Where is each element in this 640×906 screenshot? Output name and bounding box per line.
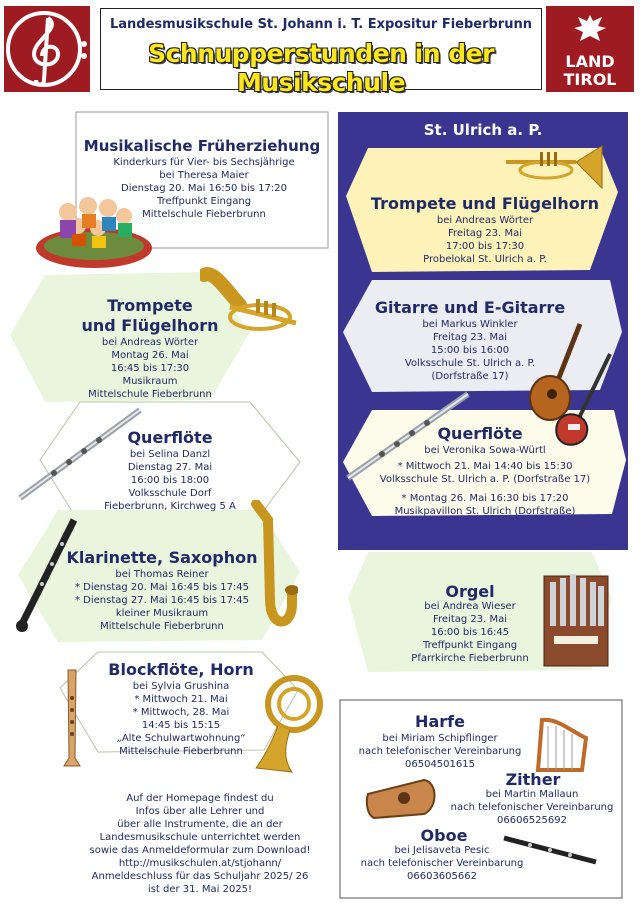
trompete-right-line: Probelokal St. Ulrich a. P. <box>423 254 547 265</box>
land-label: LAND <box>565 52 615 71</box>
flute-icon <box>342 388 474 484</box>
frueh-line: Treffpunkt Eingang <box>156 196 252 207</box>
blockfloete-line: bei Sylvia Grushina <box>132 681 230 692</box>
banner-title: Schnupperstunden in der Musikschule <box>148 39 494 97</box>
trompete-left-line: Montag 26. Mai <box>111 350 189 361</box>
querfloete-right-title: Querflöte <box>437 424 523 443</box>
harfe-line: bei Miriam Schipflinger <box>382 733 498 744</box>
harfe-title: Harfe <box>415 712 465 731</box>
orgel-title: Orgel <box>445 582 495 601</box>
oboe-phone[interactable]: 06603605662 <box>407 871 477 882</box>
info-line: über alle Instrumente, die an der <box>117 819 283 830</box>
blockfloete-line: * Mittwoch, 28. Mai <box>132 707 230 718</box>
land-tirol-logo <box>546 6 634 92</box>
klarinette-title: Klarinette, Saxophon <box>66 548 258 567</box>
school-name: Landesmusikschule St. Johann i. T. Expositur Fieberbrunn <box>110 17 532 32</box>
querfloete-right-line: Volksschule St. Ulrich a. P. (Dorfstraße 17) <box>379 474 591 485</box>
tirol-eagle-icon <box>572 12 608 46</box>
frueh-line: Kinderkurs für Vier- bis Sechsjährige <box>113 157 295 168</box>
trumpet-icon <box>502 138 614 196</box>
trompete-left-line: Musikraum <box>122 376 178 387</box>
zither-details <box>440 788 624 827</box>
trompete-right-line: bei Andreas Wörter <box>436 215 534 226</box>
header <box>0 0 640 100</box>
flute-icon <box>14 404 146 504</box>
trompete-left-line: bei Andreas Wörter <box>101 337 199 348</box>
orgel-line: Treffpunkt Eingang <box>422 640 518 651</box>
gitarre-line: bei Markus Winkler <box>422 319 518 330</box>
klarinette-line: bei Thomas Reiner <box>115 569 209 580</box>
orgel-details <box>380 600 560 665</box>
frueh-line: Mittelschule Fieberbrunn <box>142 209 266 220</box>
info-line: Anmeldeschluss für das Schuljahr 2025/ 26 <box>91 871 309 882</box>
st-ulrich-title: St. Ulrich a. P. <box>423 121 543 139</box>
querfloete-left-line: Volksschule Dorf <box>128 488 212 499</box>
clarinet-icon <box>12 514 82 634</box>
trompete-right-line: Freitag 23. Mai <box>447 228 523 239</box>
tirol-label: TIROL <box>563 70 617 89</box>
info-line: Auf der Homepage findest du <box>126 793 274 804</box>
orgel-line: Pfarrkirche Fieberbrunn <box>411 653 529 664</box>
trompete-left-details <box>60 336 240 401</box>
frueh-title: Musikalische Früherziehung <box>83 137 321 155</box>
gitarre-line: 15:00 bis 16:00 <box>430 345 510 356</box>
zither-line: nach telefonischer Vereinbarung <box>450 802 614 813</box>
zither-title: Zither <box>505 770 561 789</box>
blockfloete-line: Mittelschule Fieberbrunn <box>119 746 243 757</box>
harfe-phone[interactable]: 06504501615 <box>405 759 475 770</box>
french-horn-icon <box>252 668 328 780</box>
info-line: sowie das Anmeldeformular zum Download! <box>89 845 311 856</box>
gitarre-line: Freitag 23. Mai <box>432 332 508 343</box>
querfloete-right-line: * Montag 26. Mai 16:30 bis 17:20 <box>401 493 569 504</box>
organ-icon <box>540 566 612 670</box>
children-group-icon <box>32 190 157 272</box>
gitarre-line: (Dorfstraße 17) <box>431 371 509 382</box>
oboe-icon <box>500 832 602 868</box>
trompete-left-line: 16:45 bis 17:30 <box>110 363 190 374</box>
info-line: Landesmusikschule unterrichtet werden <box>99 832 301 843</box>
saxophone-icon <box>248 500 298 640</box>
trompete-left-line: Mittelschule Fieberbrunn <box>88 389 212 400</box>
harfe-line: nach telefonischer Vereinbarung <box>358 746 522 757</box>
info-line: Infos über alle Lehrer und <box>135 806 265 817</box>
klarinette-line: kleiner Musikraum <box>115 608 209 619</box>
zither-phone[interactable]: 06606525692 <box>497 815 567 826</box>
querfloete-left-line: Fieberbrunn, Kirchweg 5 A <box>104 501 236 512</box>
trompete-left-title2: und Flügelhorn <box>81 316 219 335</box>
orgel-line: bei Andrea Wieser <box>424 601 516 612</box>
orgel-line: Freitag 23. Mai <box>432 614 508 625</box>
querfloete-right-line: Musikpavillon St. Ulrich (Dorfstraße) <box>394 506 576 517</box>
homepage-link[interactable]: http://musikschulen.at/stjohann/ <box>118 858 282 869</box>
orgel-line: 16:00 bis 16:45 <box>430 627 510 638</box>
harfe-details <box>350 732 530 771</box>
blockfloete-line: „Alte Schulwartwohnung“ <box>116 733 246 744</box>
info-text <box>70 792 330 896</box>
frueh-line: Dienstag 20. Mai 16:50 bis 17:20 <box>121 183 287 194</box>
treble-clef-logo-icon <box>4 6 90 92</box>
querfloete-right-line: bei Veronika Sowa-Würtl <box>424 445 546 456</box>
zither-icon <box>364 774 440 824</box>
blockfloete-title: Blockflöte, Horn <box>108 660 254 679</box>
klarinette-line: Mittelschule Fieberbrunn <box>100 621 224 632</box>
trompete-right-line: 17:00 bis 17:30 <box>445 241 525 252</box>
oboe-line: nach telefonischer Vereinbarung <box>360 858 524 869</box>
harp-icon <box>532 716 592 772</box>
trompete-right-details <box>360 214 610 266</box>
klarinette-details <box>52 568 272 633</box>
klarinette-line: * Dienstag 27. Mai 16:45 bis 17:45 <box>74 595 250 606</box>
gitarre-line: Volksschule St. Ulrich a. P. <box>404 358 536 369</box>
oboe-title: Oboe <box>420 826 468 845</box>
querfloete-left-line: 16:00 bis 18:00 <box>130 475 210 486</box>
querfloete-right-line: * Mittwoch 21. Mai 14:40 bis 15:30 <box>397 461 573 472</box>
klarinette-line: * Dienstag 20. Mai 16:45 bis 17:45 <box>74 582 250 593</box>
querfloete-left-line: Dienstag 27. Mai <box>127 462 213 473</box>
blockfloete-line: * Mittwoch 21. Mai <box>134 694 228 705</box>
trompete-right-title: Trompete und Flügelhorn <box>370 194 600 213</box>
trompete-left-title1: Trompete <box>107 296 193 315</box>
gitarre-title: Gitarre und E-Gitarre <box>374 298 566 317</box>
info-line: ist der 31. Mai 2025! <box>147 884 253 895</box>
querfloete-left-line: bei Selina Danzl <box>129 449 211 460</box>
zither-line: bei Martin Mallaun <box>485 789 579 800</box>
blockfloete-line: 14:45 bis 15:15 <box>141 720 221 731</box>
frueh-line: bei Theresa Maier <box>159 170 249 181</box>
flugelhorn-icon <box>200 265 305 345</box>
recorder-icon <box>60 668 84 768</box>
header-title-box <box>100 8 542 97</box>
querfloete-left-title: Querflöte <box>127 428 213 447</box>
oboe-line: bei Jelisaveta Pesic <box>394 845 490 856</box>
